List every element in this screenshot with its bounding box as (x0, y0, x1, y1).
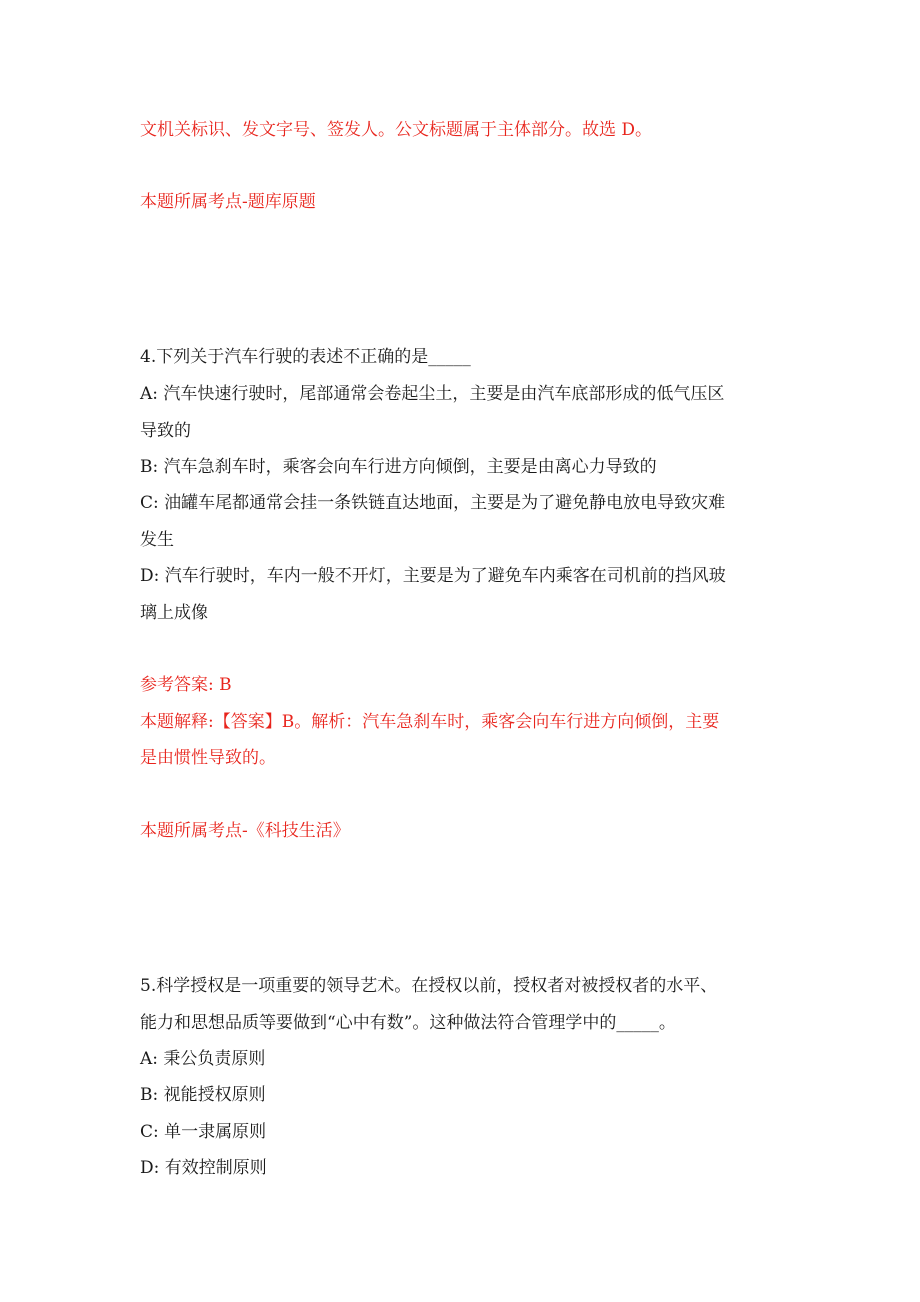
q5-option-c: C: 单一隶属原则 (140, 1122, 267, 1142)
q5-option-d: D: 有效控制原则 (140, 1158, 267, 1178)
q5-option-a: A: 秉公负责原则 (140, 1049, 266, 1069)
prev-topic: 本题所属考点-题库原题 (140, 192, 316, 212)
q4-stem: 4.下列关于汽车行驶的表述不正确的是_____ (140, 347, 471, 367)
q5-stem-line2: 能力和思想品质等要做到“心中有数”。这种做法符合管理学中的_____。 (140, 1013, 676, 1033)
prev-explanation-tail: 文机关标识、发文字号、签发人。公文标题属于主体部分。故选 D。 (140, 120, 653, 140)
q4-option-c-line1: C: 油罐车尾都通常会挂一条铁链直达地面，主要是为了避免静电放电导致灾难 (140, 493, 726, 513)
q5-stem-line1: 5.科学授权是一项重要的领导艺术。在授权以前，授权者对被授权者的水平、 (140, 976, 718, 996)
q4-option-a-line1: A: 汽车快速行驶时，尾部通常会卷起尘土，主要是由汽车底部形成的低气压区 (140, 384, 725, 404)
q4-explanation-line2: 是由惯性导致的。 (140, 748, 276, 768)
q4-option-c-line2: 发生 (140, 530, 174, 550)
q4-option-a-line2: 导致的 (140, 421, 191, 441)
q4-option-d-line2: 璃上成像 (140, 603, 208, 623)
q4-option-b: B: 汽车急刹车时，乘客会向车行进方向倾倒，主要是由离心力导致的 (140, 457, 657, 477)
q4-answer: 参考答案: B (140, 675, 232, 695)
q5-option-b: B: 视能授权原则 (140, 1085, 266, 1105)
q4-explanation-line1: 本题解释:【答案】B。解析：汽车急刹车时，乘客会向车行进方向倾倒，主要 (140, 712, 720, 732)
q4-option-d-line1: D: 汽车行驶时，车内一般不开灯，主要是为了避免车内乘客在司机前的挡风玻 (140, 566, 726, 586)
q4-topic: 本题所属考点-《科技生活》 (140, 821, 350, 841)
